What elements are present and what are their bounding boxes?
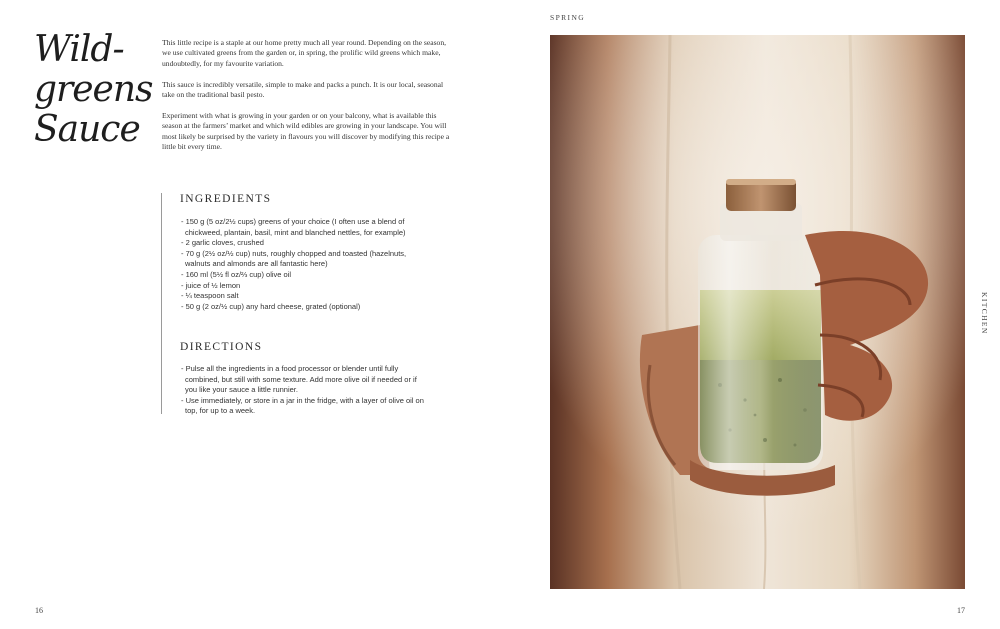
ingredient-item: - ¼ teaspoon salt bbox=[181, 291, 239, 301]
section-side-label: KITCHEN bbox=[980, 292, 989, 335]
ingredients-list bbox=[181, 217, 426, 312]
directions-heading: DIRECTIONS bbox=[180, 341, 263, 353]
ingredient-item: - 150 g (5 oz/2½ cups) greens of your choice (I often use a blend of chickweed, plantain, basil, mint and blanched nettles, for example) bbox=[181, 217, 406, 237]
title-line: greens bbox=[34, 69, 153, 110]
ingredient-item: - 160 ml (5½ fl oz/⅔ cup) olive oil bbox=[181, 269, 292, 279]
ingredients-heading: INGREDIENTS bbox=[180, 193, 272, 205]
intro-paragraph: Experiment with what is growing in your garden or on your balcony, what is available this season at the farmers’ market and which wild edibles are growing in your landscape. You will most likely be surprised by the variety in flavours you will discover by modifying this recipe a little bit every time. bbox=[162, 111, 450, 152]
direction-item: - Pulse all the ingredients in a food processor or blender until fully combined, but still with some texture. Add more olive oil if needed or if you like your sauce a little runnier. bbox=[181, 364, 417, 395]
ingredient-item: - 50 g (2 oz/½ cup) any hard cheese, grated (optional) bbox=[181, 301, 361, 311]
page-number-left: 16 bbox=[35, 606, 43, 615]
intro-paragraph: This little recipe is a staple at our home pretty much all year round. Depending on the season, we use cultivated greens from the garden or, in spring, the prolific wild greens which make, undoubtedly, for my favourite variation. bbox=[162, 38, 447, 68]
directions-list bbox=[181, 364, 426, 417]
intro-text bbox=[162, 38, 454, 163]
recipe-title bbox=[34, 30, 154, 150]
direction-item: - Use immediately, or store in a jar in the fridge, with a layer of olive oil on top, for up to a week. bbox=[181, 395, 424, 416]
jar-photo-icon bbox=[550, 35, 965, 589]
right-page bbox=[500, 0, 1000, 629]
ingredient-item: - 2 garlic cloves, crushed bbox=[181, 238, 264, 248]
ingredient-item: - juice of ½ lemon bbox=[181, 280, 241, 290]
title-line: Sauce bbox=[34, 109, 140, 150]
page-number-right: 17 bbox=[957, 606, 965, 615]
ingredient-item: - 70 g (2½ oz/½ cup) nuts, roughly chopped and toasted (hazelnuts, walnuts and almonds are all fantastic here) bbox=[181, 248, 407, 269]
running-head: SPRING bbox=[550, 13, 586, 22]
intro-paragraph: This sauce is incredibly versatile, simple to make and packs a punch. It is our local, seasonal take on the traditional basil pesto. bbox=[162, 79, 444, 100]
title-line: Wild- bbox=[34, 29, 124, 70]
recipe-box bbox=[161, 193, 432, 414]
jar-photo bbox=[550, 35, 965, 589]
